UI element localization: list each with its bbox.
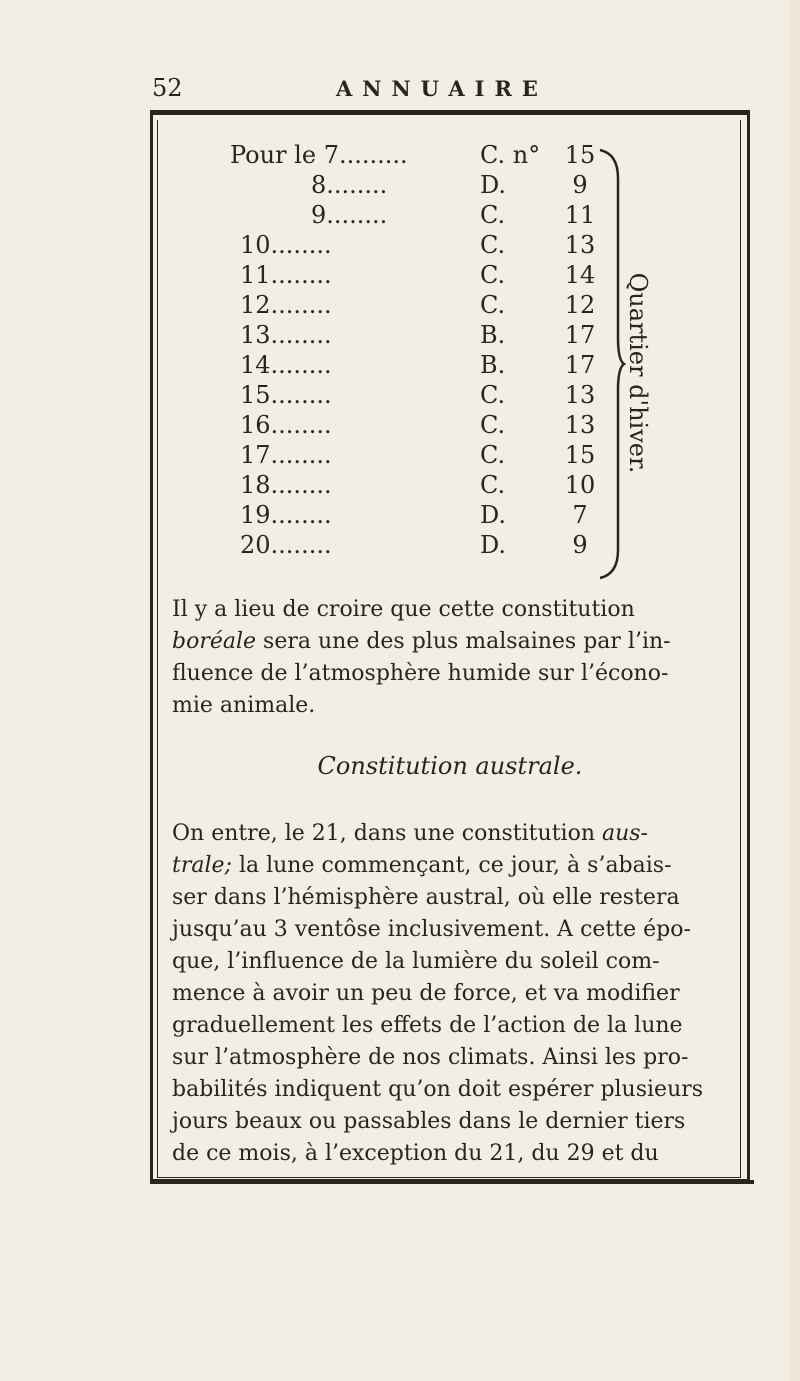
row-number: 14 (564, 261, 596, 289)
para1-line (172, 626, 742, 658)
page-number: 52 (152, 74, 183, 102)
bracket-label-text: Quartier d'hiver. (624, 272, 652, 474)
row-letter: C. (480, 291, 506, 319)
table-row (230, 350, 630, 380)
row-label (240, 470, 332, 500)
row-day: Pour le 7 (230, 141, 339, 169)
row-dots: ........ (270, 321, 332, 349)
row-label (311, 170, 387, 200)
running-header (152, 74, 752, 106)
row-day: 20 (240, 531, 271, 559)
para2-line1: On entre, le 21, dans une constitution (172, 821, 602, 846)
para2-line: jours beaux ou passables dans le dernier tiers (172, 1109, 686, 1134)
row-label (240, 260, 332, 290)
moon-table (230, 140, 630, 560)
row-letter: C. (480, 261, 506, 289)
row-number: 10 (564, 471, 596, 499)
row-day: 10 (240, 231, 271, 259)
row-letter: B. (480, 321, 506, 349)
para1-line (172, 594, 742, 626)
section-title: Constitution australe. (317, 752, 583, 780)
row-number: 17 (564, 351, 596, 379)
row-dots: ........ (270, 351, 332, 379)
row-dots: ........ (270, 471, 332, 499)
row-day: 13 (240, 321, 271, 349)
para2-line: ser dans l’hémisphère austral, où elle restera (172, 885, 680, 910)
row-dots: ........ (270, 261, 332, 289)
row-day: 15 (240, 381, 271, 409)
table-row (230, 530, 630, 560)
para2-line (172, 818, 742, 850)
para1-line (172, 658, 742, 690)
table-row (230, 410, 630, 440)
table-row (230, 230, 630, 260)
row-day: 16 (240, 411, 271, 439)
row-label (240, 440, 332, 470)
row-dots: ......... (338, 141, 408, 169)
row-day: 14 (240, 351, 271, 379)
row-dots: ........ (270, 531, 332, 559)
table-row (230, 200, 630, 230)
row-letter: C. (480, 231, 506, 259)
para2-line (172, 850, 742, 882)
row-label (240, 500, 332, 530)
table-row (230, 500, 630, 530)
row-letter: D. (480, 501, 507, 529)
row-label (240, 410, 332, 440)
row-number: 9 (572, 171, 588, 199)
para1-line4: mie animale. (172, 693, 316, 718)
row-day: 8 (311, 171, 327, 199)
bracket-label (608, 258, 668, 488)
para2-line: jusqu’au 3 ventôse inclusivement. A cette épo- (172, 917, 691, 942)
table-row (230, 260, 630, 290)
row-letter: C. (480, 411, 506, 439)
row-letter: C. (480, 471, 506, 499)
para2-line: graduellement les effets de l’action de la lune (172, 1013, 683, 1038)
row-letter: C. n° (480, 141, 541, 169)
para2-line: babilités indiquent qu’on doit espérer plusieurs (172, 1077, 704, 1102)
row-label (311, 200, 387, 230)
para2-line2: la lune commençant, ce jour, à s’abais- (231, 853, 672, 878)
row-letter: D. (480, 171, 507, 199)
table-row (230, 380, 630, 410)
row-day: 18 (240, 471, 271, 499)
para1-line3: fluence de l’atmosphère humide sur l’écono- (172, 661, 669, 686)
row-dots: ........ (326, 201, 388, 229)
running-title: ANNUAIRE (336, 76, 548, 101)
row-dots: ........ (270, 501, 332, 529)
row-label (240, 530, 332, 560)
table-row (230, 290, 630, 320)
para2-italic-word: aus- (601, 821, 648, 846)
row-day: 9 (311, 201, 327, 229)
row-letter: C. (480, 441, 506, 469)
bottom-rule (150, 1180, 754, 1190)
row-day: 17 (240, 441, 271, 469)
row-day: 11 (240, 261, 271, 289)
row-label (240, 290, 332, 320)
row-label (240, 350, 332, 380)
row-dots: ........ (270, 291, 332, 319)
row-letter: C. (480, 201, 506, 229)
row-letter: D. (480, 531, 507, 559)
row-number: 9 (572, 531, 588, 559)
row-number: 15 (564, 141, 596, 169)
para2-line: mence à avoir un peu de force, et va modifier (172, 981, 680, 1006)
row-number: 17 (564, 321, 596, 349)
row-number: 11 (564, 201, 596, 229)
row-number: 13 (564, 411, 596, 439)
row-dots: ........ (270, 411, 332, 439)
row-day: 19 (240, 501, 271, 529)
para1-line2: sera une des plus malsaines par l’in- (256, 629, 671, 654)
table-row (230, 440, 630, 470)
row-letter: C. (480, 381, 506, 409)
para2-line: de ce mois, à l’exception du 21, du 29 et du (172, 1141, 659, 1166)
row-dots: ........ (270, 381, 332, 409)
para2-italic-word2: trale; (172, 853, 232, 878)
paragraph-australe (172, 818, 742, 1170)
row-dots: ........ (326, 171, 388, 199)
para1-italic-word: boréale (172, 629, 257, 654)
row-letter: B. (480, 351, 506, 379)
row-dots: ........ (270, 441, 332, 469)
row-number: 7 (572, 501, 588, 529)
row-label (240, 380, 332, 410)
row-number: 15 (564, 441, 596, 469)
para2-line: sur l’atmosphère de nos climats. Ainsi les pro- (172, 1045, 689, 1070)
table-row (230, 320, 630, 350)
para1-line (172, 690, 742, 722)
row-label (230, 140, 408, 170)
row-label (240, 320, 332, 350)
row-label (240, 230, 332, 260)
table-row (230, 170, 630, 200)
row-number: 13 (564, 231, 596, 259)
table-row (230, 470, 630, 500)
table-row (230, 140, 630, 170)
para1-line1: Il y a lieu de croire que cette constitution (172, 597, 635, 622)
row-dots: ........ (270, 231, 332, 259)
para2-line: que, l’influence de la lumière du soleil com- (172, 949, 660, 974)
row-day: 12 (240, 291, 271, 319)
row-number: 13 (564, 381, 596, 409)
row-number: 12 (564, 291, 596, 319)
paragraph-boreale (172, 594, 742, 722)
